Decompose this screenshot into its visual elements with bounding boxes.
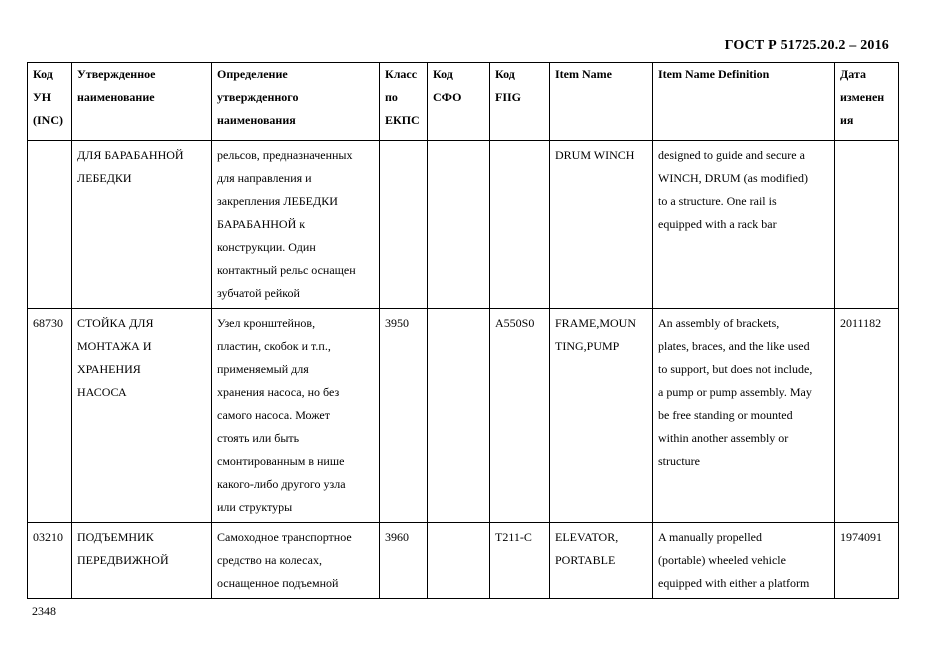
cell-inc — [28, 523, 72, 599]
cell-line: DRUM WINCH — [555, 148, 635, 162]
cell-line: зубчатой рейкой — [217, 286, 300, 300]
cell-line: be free standing or mounted — [658, 408, 793, 422]
column-header-sfo — [428, 63, 490, 141]
cell-line: ЛЕБЕДКИ — [77, 171, 132, 185]
column-header-def_ru — [212, 63, 380, 141]
cell-line: designed to guide and secure a — [658, 148, 805, 162]
cell-line: a pump or pump assembly. May — [658, 385, 812, 399]
column-header-fiig — [490, 63, 550, 141]
cell-line: T211-C — [495, 530, 532, 544]
cell-ekps — [380, 309, 428, 523]
cell-item_def — [653, 523, 835, 599]
cell-ekps — [380, 141, 428, 309]
cell-name_ru — [72, 141, 212, 309]
cell-line: to a structure. One rail is — [658, 194, 777, 208]
cell-line: plates, braces, and the like used — [658, 339, 810, 353]
cell-line: оснащенное подъемной — [217, 576, 339, 590]
cell-line: самого насоса. Может — [217, 408, 330, 422]
cell-name_ru — [72, 309, 212, 523]
cell-line: закрепления ЛЕБЕДКИ — [217, 194, 338, 208]
cell-line: МОНТАЖА И — [77, 339, 152, 353]
cell-line: ДЛЯ БАРАБАННОЙ — [77, 148, 184, 162]
cell-line: A manually propelled — [658, 530, 762, 544]
column-header-line: СФО — [433, 90, 462, 104]
cell-def_ru — [212, 523, 380, 599]
cell-line: БАРАБАННОЙ к — [217, 217, 306, 231]
table-row — [28, 523, 899, 599]
cell-line: FRAME,MOUN — [555, 316, 637, 330]
cell-def_ru — [212, 141, 380, 309]
cell-date — [835, 309, 899, 523]
column-header-line: изменен — [840, 90, 885, 104]
cell-line: Узел кронштейнов, — [217, 316, 316, 330]
cell-sfo — [428, 309, 490, 523]
column-header-line: Item Name Definition — [658, 67, 770, 81]
cell-line: within another assembly or — [658, 431, 789, 445]
cell-sfo — [428, 523, 490, 599]
cell-line: An assembly of brackets, — [658, 316, 780, 330]
cell-ekps — [380, 523, 428, 599]
cell-line: 3960 — [385, 530, 409, 544]
cell-sfo — [428, 141, 490, 309]
cell-line: конструкции. Один — [217, 240, 316, 254]
column-header-line: ЕКПС — [385, 113, 420, 127]
cell-fiig — [490, 523, 550, 599]
column-header-line: Класс — [385, 67, 418, 81]
cell-fiig — [490, 309, 550, 523]
column-header-line: Код — [433, 67, 453, 81]
cell-line: 1974091 — [840, 530, 882, 544]
column-header-line: Item Name — [555, 67, 612, 81]
cell-line: пластин, скобок и т.п., — [217, 339, 331, 353]
column-header-line: УН — [33, 90, 52, 104]
cell-line: СТОЙКА ДЛЯ — [77, 316, 154, 330]
cell-line: ELEVATOR, — [555, 530, 619, 544]
table-header-row — [28, 63, 899, 141]
column-header-item_name — [550, 63, 653, 141]
cell-inc — [28, 141, 72, 309]
table-row — [28, 141, 899, 309]
column-header-date — [835, 63, 899, 141]
column-header-line: утвержденного — [217, 90, 299, 104]
cell-line: to support, but does not include, — [658, 362, 813, 376]
column-header-line: Утвержденное — [77, 67, 156, 81]
document-standard-header: ГОСТ Р 51725.20.2 – 2016 — [724, 38, 889, 53]
column-header-item_def — [653, 63, 835, 141]
column-header-line: наименования — [217, 113, 296, 127]
cell-item_name — [550, 141, 653, 309]
cell-line: 2011182 — [840, 316, 882, 330]
cell-line: НАСОСА — [77, 385, 127, 399]
cell-line: 03210 — [33, 530, 63, 544]
column-header-inc — [28, 63, 72, 141]
cell-line: или структуры — [217, 500, 293, 514]
cell-line: какого-либо другого узла — [217, 477, 346, 491]
cell-line: ХРАНЕНИЯ — [77, 362, 141, 376]
cell-line: 68730 — [33, 316, 63, 330]
table-body — [28, 141, 899, 599]
cell-line: хранения насоса, но без — [217, 385, 340, 399]
column-header-line: наименование — [77, 90, 155, 104]
cell-item_def — [653, 141, 835, 309]
catalog-table — [27, 62, 899, 599]
cell-item_def — [653, 309, 835, 523]
cell-name_ru — [72, 523, 212, 599]
cell-inc — [28, 309, 72, 523]
cell-line: (portable) wheeled vehicle — [658, 553, 786, 567]
cell-def_ru — [212, 309, 380, 523]
cell-line: Самоходное транспортное — [217, 530, 352, 544]
cell-line: equipped with a rack bar — [658, 217, 777, 231]
cell-line: equipped with either a platform — [658, 576, 810, 590]
column-header-line: (INC) — [33, 113, 63, 127]
cell-line: применяемый для — [217, 362, 309, 376]
cell-fiig — [490, 141, 550, 309]
cell-line: рельсов, предназначенных — [217, 148, 353, 162]
cell-date — [835, 523, 899, 599]
cell-line: PORTABLE — [555, 553, 616, 567]
table-row — [28, 309, 899, 523]
cell-line: для направления и — [217, 171, 312, 185]
column-header-line: Определение — [217, 67, 288, 81]
cell-line: смонтированным в нише — [217, 454, 345, 468]
cell-line: контактный рельс оснащен — [217, 263, 356, 277]
cell-line: TING,PUMP — [555, 339, 620, 353]
cell-date — [835, 141, 899, 309]
cell-line: structure — [658, 454, 700, 468]
cell-line: ПЕРЕДВИЖНОЙ — [77, 553, 169, 567]
column-header-line: Код — [495, 67, 515, 81]
column-header-name_ru — [72, 63, 212, 141]
page-number: 2348 — [32, 604, 56, 618]
cell-line: WINCH, DRUM (as modified) — [658, 171, 808, 185]
cell-item_name — [550, 523, 653, 599]
cell-line: стоять или быть — [217, 431, 300, 445]
column-header-line: Код — [33, 67, 53, 81]
column-header-ekps — [380, 63, 428, 141]
column-header-line: по — [385, 90, 398, 104]
column-header-line: ия — [840, 113, 854, 127]
cell-item_name — [550, 309, 653, 523]
cell-line: 3950 — [385, 316, 409, 330]
column-header-line: FIIG — [495, 90, 522, 104]
column-header-line: Дата — [840, 67, 866, 81]
cell-line: ПОДЪЕМНИК — [77, 530, 154, 544]
cell-line: средство на колесах, — [217, 553, 322, 567]
cell-line: A550S0 — [495, 316, 535, 330]
